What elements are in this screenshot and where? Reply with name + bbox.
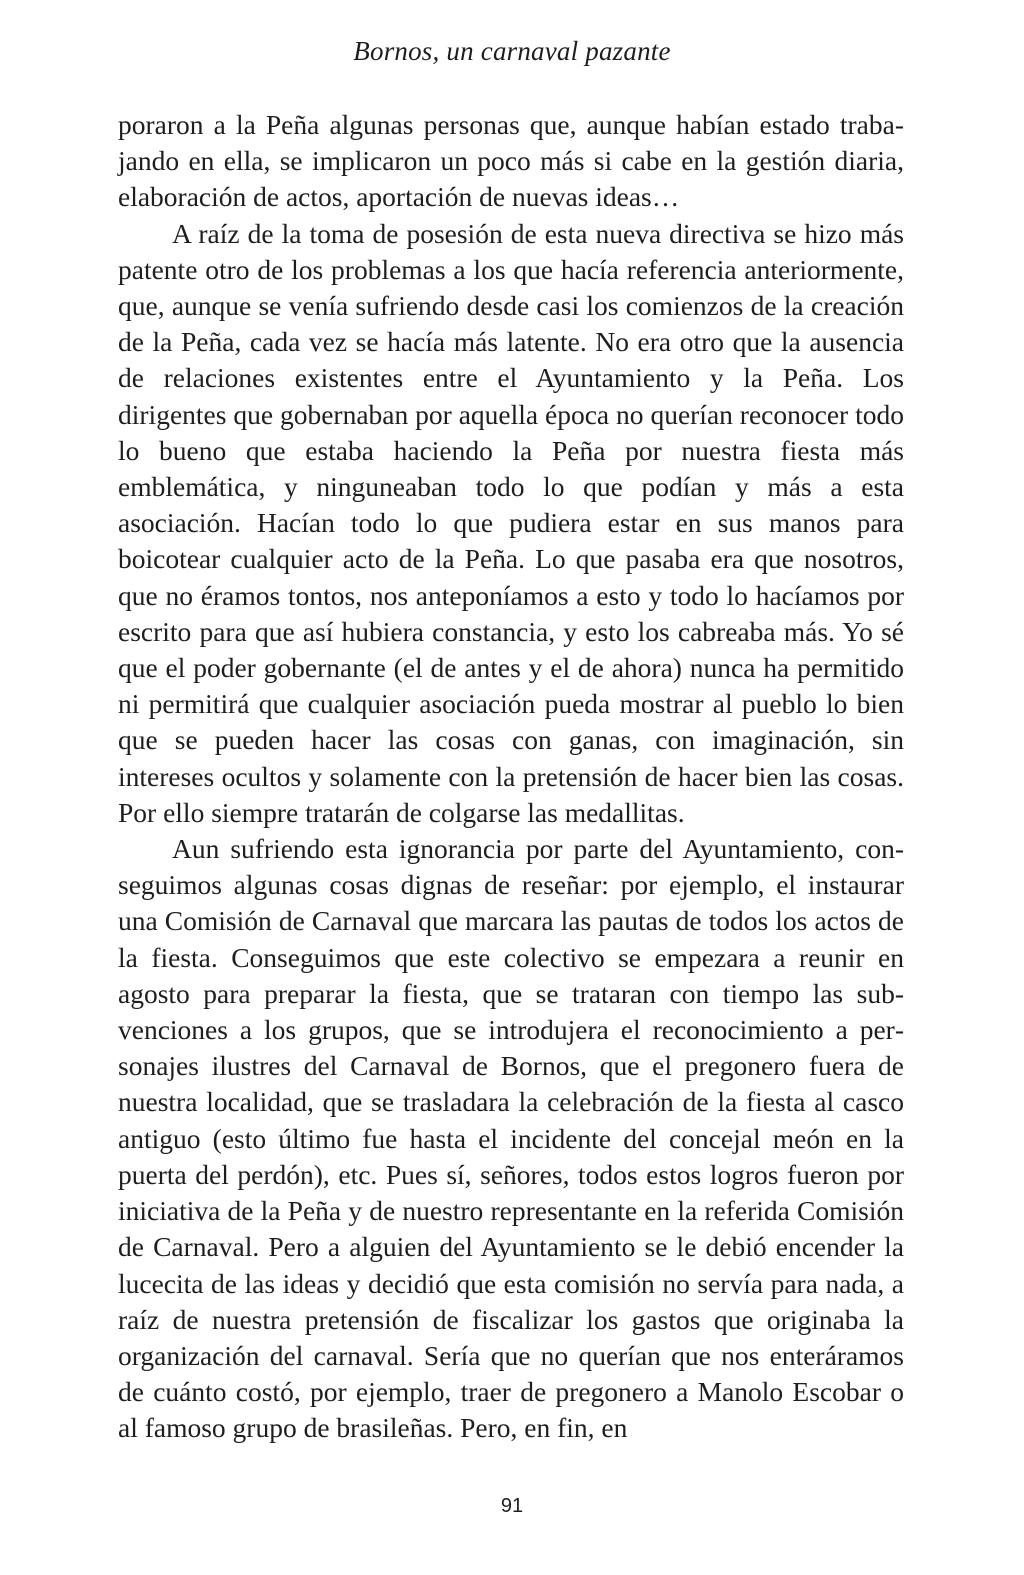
body-text <box>118 107 904 1447</box>
running-header-title: Bornos, un carnaval pazante <box>353 36 671 66</box>
paragraph-1: poraron a la Peña algunas personas que, aunque habían estado trabajando en ella, se implicaron un poco más si cabe en la gestión diaria, elaboración de actos, aportación de nuevas ideas… <box>118 109 904 213</box>
paragraph-2: A raíz de la toma de posesión de esta nueva directiva se hizo más patente otro de los problemas a los que hacía referencia anteriormente, que, aunque se venía sufriendo desde casi los comienzos de la creación de la Peña, cada vez se hacía más latente. No era otro que la ausencia de relaciones existentes entre el Ayuntamiento y la Peña. Los dirigentes que gobernaban por aquella época no querían reconocer todo lo bueno que estaba haciendo la Peña por nuestra fiesta más emblemática, y ninguneaban todo lo que podían y más a esta asociación. Hacían todo lo que pudiera estar en sus manos para boicotear cualquier acto de la Peña. Lo que pasaba era que nosotros, que no éramos tontos, nos anteponíamos a esto y todo lo hacíamos por escrito para que así hubiera constancia, y esto los cabreaba más. Yo sé que el poder gobernante (el de antes y el de ahora) nunca ha permitido ni permitirá que cualquier asociación pueda mostrar al pueblo lo bien que se pueden hacer las cosas con ganas, con imaginación, sin intereses ocultos y solamente con la pretensión de hacer bien las cosas. Por ello siempre tratarán de colgarse las medallitas. <box>118 217 904 828</box>
paragraph-3: Aun sufriendo esta ignorancia por parte del Ayuntamiento, conseguimos algunas cosas dignas de reseñar: por ejemplo, el instaurar una Comisión de Carnaval que marcara las pautas de todos los actos de la fiesta. Conseguimos que este colectivo se empezara a reunir en agosto para preparar la fiesta, que se trataran con tiempo las subvenciones a los grupos, que se introdujera el reconocimiento a personajes ilustres del Carnaval de Bornos, que el pregonero fuera de nuestra localidad, que se trasladara la celebración de la fiesta al casco antiguo (esto último fue hasta el incidente del concejal meón en la puerta del perdón), etc. Pues sí, señores, todos estos logros fueron por iniciativa de la Peña y de nuestro representante en la referida Comisión de Carnaval. Pero a alguien del Ayuntamiento se le debió encender la lucecita de las ideas y decidió que esta comisión no servía para nada, a raíz de nuestra pretensión de fiscalizar los gastos que originaba la organización del carnaval. Sería que no querían que nos enteráramos de cuánto costó, por ejemplo, traer de pregonero a Manolo Escobar o al famoso grupo de brasileñas. Pero, en fin, en <box>118 833 904 1444</box>
page-number: 91 <box>500 1495 524 1517</box>
